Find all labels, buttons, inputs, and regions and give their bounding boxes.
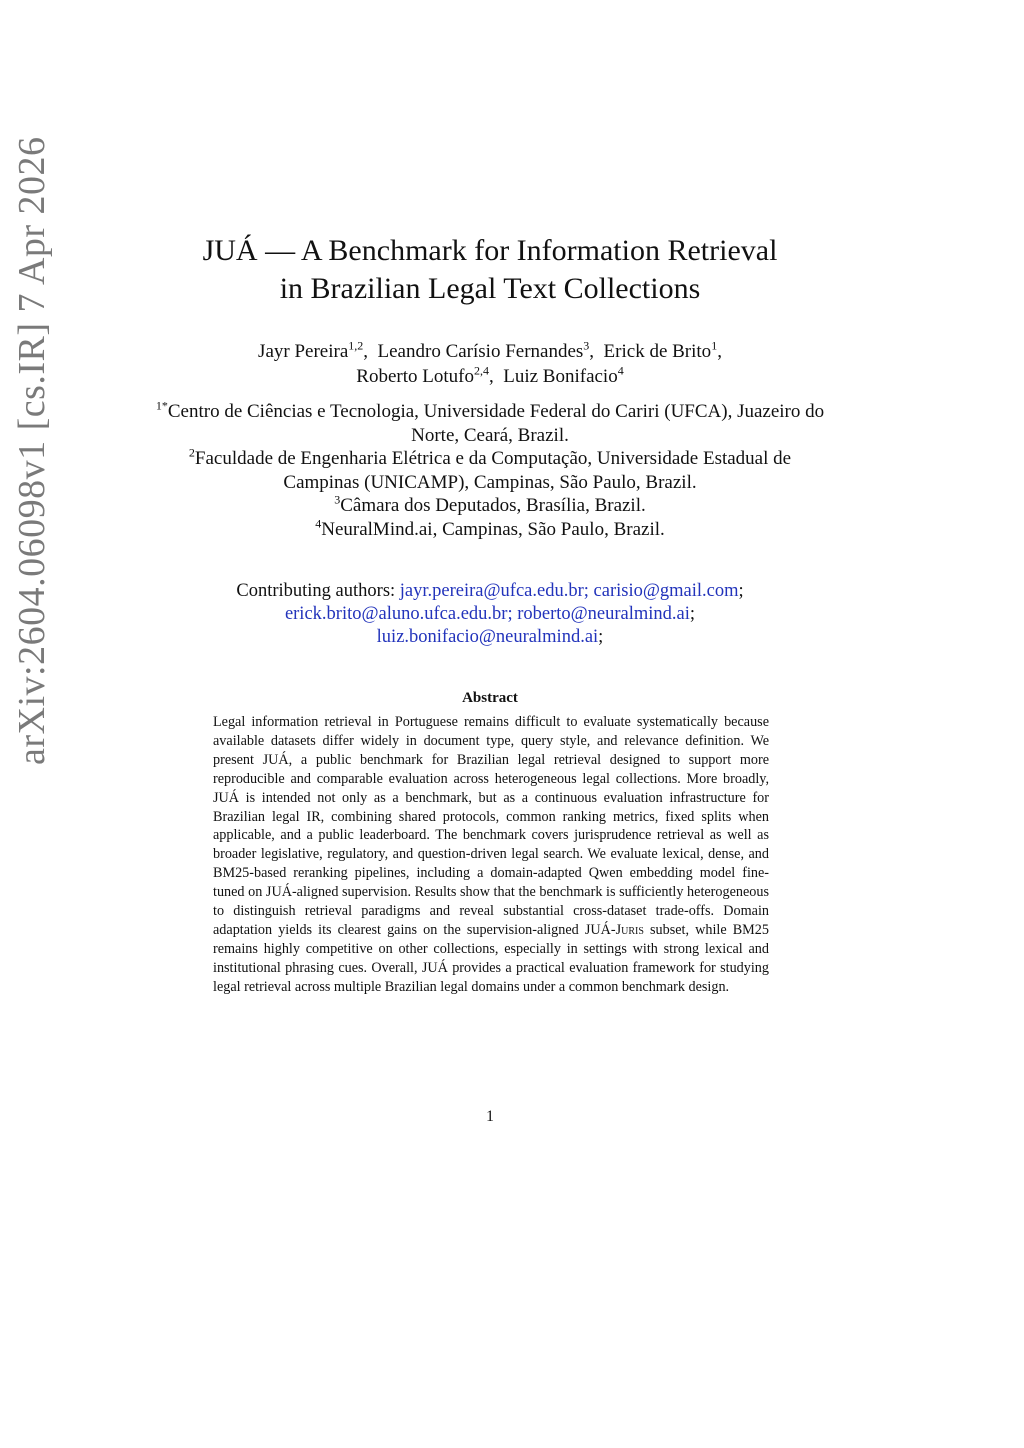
contrib-line-3 — [150, 626, 830, 649]
author-affil-mark: 4 — [617, 363, 624, 378]
affiliation-text: NeuralMind.ai, Campinas, São Paulo, Brazil. — [321, 518, 665, 540]
abstract-text: Legal information retrieval in Portuguese remains difficult to evaluate systematically because available datasets differ widely in document type, query style, and relevance definition. We present JUÁ, a public benchmark for Brazilian legal retrieval designed to support more reproducible and comparable evaluation across heterogeneous legal collections. More broadly, JUÁ is intended not only as a benchmark, but as a continuous evaluation infrastructure for Brazilian legal IR, combining shared protocols, common ranking metrics, fixed splits when applicable, and a public leaderboard. The benchmark covers jurisprudence retrieval as well as broader legislative, regulatory, and question-driven legal search. We evaluate lexical, dense, and BM25-based reranking pipelines, including a domain-adapted Qwen embedding model fine-tuned on JUÁ-aligned supervision. Results show that the benchmark is sufficiently heterogeneous to distinguish retrieval paradigms and reveal substantial cross-dataset trade-offs. Domain adaptation yields its clearest gains on the supervision-aligned — [213, 714, 769, 938]
email-link[interactable]: luiz.bonifacio@neuralmind.ai — [376, 627, 599, 647]
abstract-body — [213, 713, 769, 997]
email-separator: ; — [507, 604, 513, 624]
abstract-text: subset, while BM25 remains highly competitive on other collections, especially in settings with strong lexical and institutional phrasing cues. Overall, JUÁ provides a practical evaluation framework for studying legal retrieval across multiple Brazilian legal domains under a common benchmark design. — [213, 921, 769, 995]
author-affil-mark: 2,4 — [473, 363, 489, 378]
author-line-1: Jayr Pereira$^{1,2}$, Leandro Carísio Fernandes$^3$, Erick de Brito$^1$, — [258, 338, 722, 362]
affiliation — [150, 518, 830, 542]
email-separator: ; — [738, 581, 744, 601]
abstract-subset-name: JUÁ-Juris — [584, 921, 644, 938]
email-link[interactable]: erick.brito@aluno.ufca.edu.br — [284, 604, 508, 624]
contributing-authors — [150, 580, 830, 649]
abstract-heading: Abstract — [462, 690, 518, 706]
paper-title — [150, 232, 830, 308]
title-line-1: JUÁ — A Benchmark for Information Retrieval — [202, 234, 778, 267]
author-affil-mark: 3 — [583, 338, 590, 353]
author-affil-mark: 1 — [711, 338, 718, 353]
affiliation-mark: 3 — [334, 492, 341, 507]
affiliation-text: Faculdade de Engenharia Elétrica e da Computação, Universidade Estadual de Campinas (UNICAMP), Campinas, São Paulo, Brazil. — [194, 448, 792, 493]
author-name: Luiz Bonifacio — [503, 366, 618, 387]
affiliation — [150, 400, 830, 447]
affiliation-mark: 4 — [315, 516, 322, 531]
affiliation-mark: 2 — [188, 445, 195, 460]
contrib-line-1 — [150, 580, 830, 603]
author-affil-mark: 1,2 — [348, 338, 364, 353]
affiliation — [150, 447, 830, 494]
author-list — [150, 339, 830, 389]
page-number: 1 — [486, 1108, 494, 1125]
author-name: Roberto Lotufo — [356, 366, 474, 387]
arxiv-identifier — [10, 136, 54, 765]
email-link[interactable]: jayr.pereira@ufca.edu.br — [399, 581, 584, 601]
arxiv-identifier-text: arXiv:2604.06098v1 [cs.IR] 7 Apr 2026 — [11, 136, 53, 765]
contributing-label: Contributing authors: — [236, 581, 396, 601]
affiliation-list — [150, 400, 830, 541]
affiliation — [150, 494, 830, 518]
author-name: Leandro Carísio Fernandes — [377, 341, 584, 362]
affiliation-text: Centro de Ciências e Tecnologia, Universidade Federal do Cariri (UFCA), Juazeiro do Norte, Ceará, Brazil. — [167, 401, 825, 446]
author-name: Jayr Pereira — [258, 341, 349, 362]
email-separator: ; — [689, 604, 696, 624]
title-line-2: in Brazilian Legal Text Collections — [279, 272, 701, 305]
author-line-2: Roberto Lotufo$^{2,4}$, Luiz Bonifacio$^4$ — [356, 363, 624, 387]
email-link[interactable]: carisio@gmail.com — [593, 581, 739, 601]
email-separator: ; — [598, 627, 604, 647]
affiliation-text: Câmara dos Deputados, Brasília, Brazil. — [340, 495, 646, 516]
email-separator: ; — [583, 581, 589, 601]
affiliation-mark: 1* — [155, 398, 168, 413]
author-name: Erick de Brito — [603, 341, 712, 362]
email-link[interactable]: roberto@neuralmind.ai — [517, 604, 690, 624]
contrib-line-2 — [150, 603, 830, 626]
